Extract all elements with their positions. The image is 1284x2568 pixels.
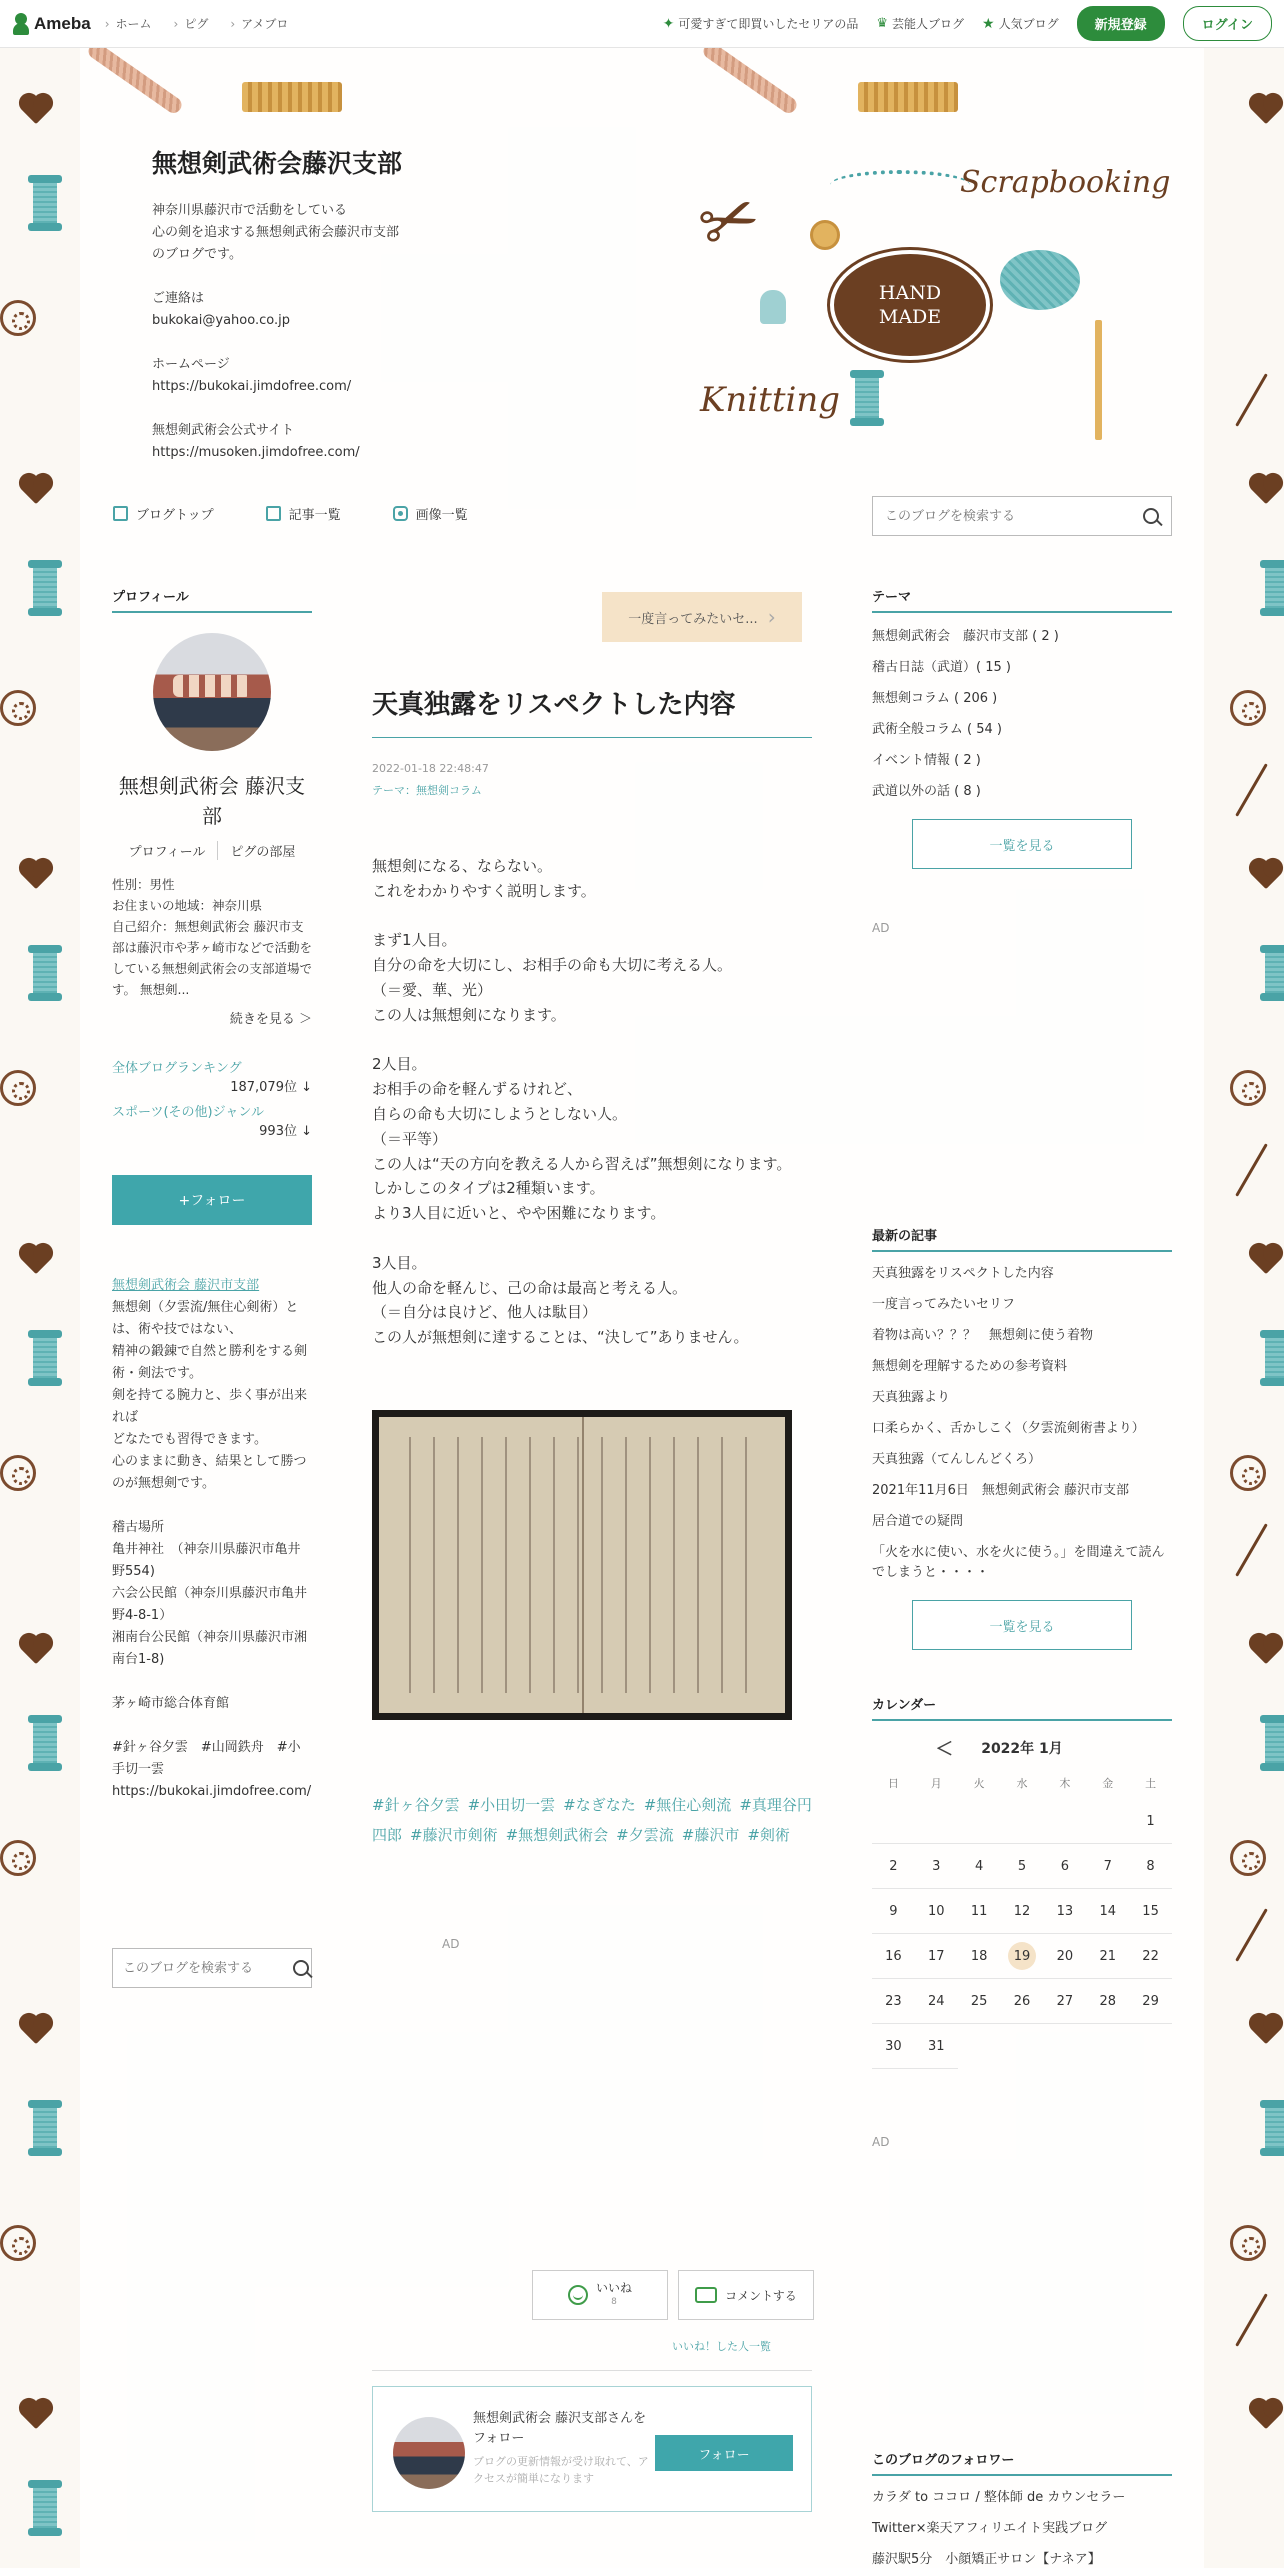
needle-icon <box>1235 763 1268 816</box>
blog-header <box>152 144 712 464</box>
ad-label: AD <box>872 921 890 935</box>
calendar-weekday: 月 <box>930 1777 942 1790</box>
calendar-day[interactable]: 15 <box>1129 1889 1172 1934</box>
overall-ranking-value: 187,079位 ↓ <box>230 1080 312 1095</box>
intro-link[interactable]: 無想剣武術会 藤沢市支部 <box>112 1278 260 1293</box>
blog-search-left <box>112 1948 312 1988</box>
header-illustration <box>687 110 1171 470</box>
thread-spool-icon <box>1260 1330 1284 1386</box>
sewing-button-icon <box>0 1455 36 1491</box>
thread-spool-icon <box>28 1330 62 1386</box>
follow-button[interactable]: +フォロー <box>112 1175 312 1225</box>
overall-ranking-link[interactable]: 全体ブログランキング <box>112 1061 242 1076</box>
hashtag[interactable]: #夕雲流 <box>616 1826 674 1844</box>
chevron-right-icon: › <box>767 605 776 629</box>
manuscript-page <box>379 1417 785 1713</box>
calendar-day[interactable]: 22 <box>1129 1934 1172 1979</box>
calendar-day[interactable]: 23 <box>872 1979 915 2024</box>
recent-item[interactable]: 口柔らかく、舌かしこく（夕雲流剣術書より） <box>872 1420 1145 1436</box>
hashtag[interactable]: #なぎなた <box>563 1796 636 1814</box>
hashtag[interactable]: #小田切一雲 <box>467 1796 556 1814</box>
intro-text: 無想剣（夕雲流/無住心剣術）とは、術や技ではない、 精神の鍛錬で自然と勝利をする剣術・剣法です。 剣を持てる腕力と、歩く事が出来れば どなたでも習得できます。 心のままに動き、結果として勝つのが無想剣です。 稽古場所 亀井神社 （神奈川県藤沢市亀井野554) 六会公民館（神奈川県藤沢市亀井野4-8-1） 湘南台公民館（神奈川県藤沢市湘南台1-8) 茅ヶ崎市総合体育館 #針ヶ谷夕雲 #山岡鉄舟 #小手切一雲 https://bukokai.jimdofree.com/ <box>112 1300 312 1799</box>
celebrity-blog-link[interactable]: ♛ 芸能人ブログ <box>876 16 965 31</box>
entry-body: 無想剣になる、ならない。 これをわかりやすく説明します。 まず1人目。 自分の命を大切にし、お相手の命も大切に考える人。 （＝愛、華、光） この人は無想剣になります。 2人目。 お相手の命を軽んずるけれど、 自らの命も大切にしようとしない人。 （＝平等） この人は“天の方向を教える人から習えば”無想剣になります。 しかしこのタイプは2種類います。 より3人目に近いと、やや困難になります。 3人目。 他人の命を軽んじ、己の命は最高と考える人。 （＝自分は良けど、他人は駄目） この人が無想剣に達することは、“決して”ありません。 <box>372 857 792 1347</box>
theme-item[interactable]: 無想剣武術会 藤沢市支部 ( 2 ) <box>872 629 1059 644</box>
yarn-ball-icon <box>1000 250 1080 310</box>
calendar-day[interactable]: 21 <box>1086 1934 1129 1979</box>
sewing-button-icon <box>1230 2225 1266 2261</box>
calendar-day[interactable]: 12 <box>1001 1889 1044 1934</box>
hashtag[interactable]: #針ヶ谷夕雲 <box>372 1796 460 1814</box>
heart-icon <box>22 861 50 889</box>
like-button[interactable]: いいね 8 <box>532 2270 668 2320</box>
calendar-day[interactable]: 6 <box>1043 1844 1086 1889</box>
profile-link[interactable]: プロフィール <box>128 845 206 860</box>
profile-more-link[interactable]: 続きを見る ＞ <box>229 1012 312 1027</box>
heart-icon <box>22 1246 50 1274</box>
follower-item[interactable]: 藤沢駅5分 小顔矯正サロン【ナネア】 <box>872 2552 1101 2567</box>
previous-entry-button[interactable]: 一度言ってみたいセ... › <box>602 592 802 642</box>
calendar-day[interactable]: 4 <box>958 1844 1001 1889</box>
calendar-month: 2022年 1月 <box>981 1741 1063 1757</box>
thread-spool-icon <box>850 370 884 426</box>
search-icon[interactable] <box>1143 508 1159 524</box>
global-nav <box>105 15 289 32</box>
scrapbooking-script: Scrapbooking <box>960 165 1171 200</box>
calendar-day[interactable]: 7 <box>1086 1844 1129 1889</box>
profile-sidebar <box>112 586 312 1803</box>
profile-name[interactable]: 無想剣武術会 藤沢支部 <box>118 774 306 828</box>
thread-spool-icon <box>28 560 62 616</box>
follow-card-name: 無想剣武術会 藤沢支部さんをフォロー <box>473 2411 647 2446</box>
right-sidebar <box>872 586 1172 2568</box>
search-input[interactable] <box>885 509 1143 524</box>
document-icon <box>113 506 128 521</box>
heart-icon <box>1252 96 1280 124</box>
calendar-empty-cell <box>1086 1799 1129 1844</box>
nav-home[interactable]: › ホーム <box>105 15 152 32</box>
thread-spool-icon <box>28 2100 62 2156</box>
divider <box>372 2370 812 2371</box>
heart-icon <box>22 476 50 504</box>
blog-nav <box>113 504 468 523</box>
followers-heading: このブログのフォロワー <box>872 2449 1172 2476</box>
needle-icon <box>1235 373 1268 426</box>
calendar-day[interactable]: 31 <box>915 2024 958 2069</box>
lace-trim-decoration <box>242 82 342 112</box>
liked-by-link[interactable]: いいね！した人一覧 <box>672 2340 771 2353</box>
needle-icon <box>1235 2293 1268 2346</box>
heart-icon <box>1252 2016 1280 2044</box>
heart-icon <box>1252 1636 1280 1664</box>
camera-icon <box>393 506 408 521</box>
calendar-weekday: 木 <box>1059 1777 1071 1790</box>
pigg-room-link[interactable]: ピグの部屋 <box>230 845 296 860</box>
calendar-today: 19 <box>1008 1942 1036 1970</box>
theme-item[interactable]: 武道以外の話 ( 8 ) <box>872 784 981 799</box>
handmade-badge: HAND MADE <box>830 250 990 360</box>
recent-item[interactable]: 天真独露（てんしんどくろ） <box>872 1451 1042 1467</box>
theme-item[interactable]: 稽古日誌（武道）( 15 ) <box>872 660 1011 675</box>
recent-heading: 最新の記事 <box>872 1225 1172 1252</box>
theme-item[interactable]: 無想剣コラム ( 206 ) <box>872 691 998 706</box>
lace-trim-decoration <box>858 82 958 112</box>
calendar-empty-cell <box>1001 1799 1044 1844</box>
calendar-day[interactable]: 9 <box>872 1889 915 1934</box>
genre-ranking-value: 993位 ↓ <box>259 1124 312 1139</box>
blog-description: 神奈川県藤沢市で活動をしている 心の剣を追求する無想剣武術会藤沢市支部 のブログです。 ご連絡は bukokai@yahoo.co.jp ホームページ https://bukokai.jimdofree.com/ 無想剣武術会公式サイト https://musoken.jimdofree.com/ <box>152 203 400 460</box>
hashtag[interactable]: #藤沢市剣術 <box>410 1826 498 1844</box>
recent-item[interactable]: 天真独露をリスペクトした内容 <box>872 1265 1054 1281</box>
profile-detail: 性別：男性 お住まいの地域：神奈川県 自己紹介：無想剣武術会 藤沢市支部は藤沢市や茅ヶ崎市などで活動をしている無想剣武術会の支部道場です。 無想剣... <box>112 877 313 997</box>
theme-item[interactable]: イベント情報 ( 2 ) <box>872 753 981 768</box>
calendar-day[interactable]: 16 <box>872 1934 915 1979</box>
beads-decoration <box>830 170 970 200</box>
sewing-button-icon <box>0 1840 36 1876</box>
needle-icon <box>1235 1908 1268 1961</box>
follow-card <box>372 2386 812 2512</box>
calendar-grid <box>872 1767 1172 2069</box>
calendar-day[interactable]: 17 <box>915 1934 958 1979</box>
heart-icon <box>22 1636 50 1664</box>
sewing-button-icon <box>0 300 36 336</box>
avatar[interactable] <box>393 2417 465 2489</box>
calendar-weekday: 火 <box>973 1777 985 1790</box>
calendar-day[interactable]: 11 <box>958 1889 1001 1934</box>
star-icon: ★ <box>982 15 995 32</box>
heart-icon <box>1252 861 1280 889</box>
calendar-weekday: 日 <box>887 1777 899 1790</box>
theme-item[interactable]: 武術全般コラム ( 54 ) <box>872 722 1002 737</box>
calendar-day[interactable]: 8 <box>1129 1844 1172 1889</box>
sewing-button-icon <box>0 1070 36 1106</box>
thread-spool-icon <box>28 175 62 231</box>
hashtag[interactable]: #無住心剣流 <box>643 1796 732 1814</box>
thimble-icon <box>760 290 786 324</box>
calendar-day[interactable]: 2 <box>872 1844 915 1889</box>
entry-list-link[interactable]: 記事一覧 <box>266 504 341 523</box>
calendar-day[interactable]: 26 <box>1001 1979 1044 2024</box>
recent-item[interactable]: 「火を水に使い、水を火に使う。」を間違えて読んでしまうと・・・・ <box>872 1544 1165 1580</box>
calendar-day[interactable]: 27 <box>1043 1979 1086 2024</box>
global-header <box>0 0 1284 48</box>
follower-list <box>872 2482 1172 2568</box>
recent-item[interactable]: 一度言ってみたいセリフ <box>872 1296 1016 1312</box>
heart-icon <box>22 2016 50 2044</box>
follow-card-button[interactable]: フォロー <box>655 2435 793 2471</box>
heart-icon <box>22 2401 50 2429</box>
genre-ranking-link[interactable]: スポーツ(その他)ジャンル <box>112 1105 265 1120</box>
divider <box>217 841 218 860</box>
smile-icon <box>568 2285 588 2305</box>
blog-title[interactable]: 無想剣武術会藤沢支部 <box>152 149 403 178</box>
comment-button[interactable]: コメントする <box>678 2270 814 2320</box>
calendar-day[interactable]: 20 <box>1043 1934 1086 1979</box>
recent-item[interactable]: 天真独露より <box>872 1389 951 1405</box>
profile-heading: プロフィール <box>112 586 312 613</box>
ad-label: AD <box>442 1937 460 1951</box>
blog-top-link[interactable]: ブログトップ <box>113 504 214 523</box>
calendar-day[interactable]: 28 <box>1086 1979 1129 2024</box>
hashtags <box>372 1790 812 1850</box>
entry-theme-link[interactable]: テーマ：無想剣コラム <box>372 784 482 797</box>
featured-link[interactable]: ✦ 可愛すぎて即買いしたセリアの品 <box>662 15 859 32</box>
calendar-header <box>872 1735 1172 1761</box>
hashtag[interactable]: #藤沢市 <box>681 1826 740 1844</box>
recent-item[interactable]: 着物は高い？？？ 無想剣に使う着物 <box>872 1327 1094 1343</box>
theme-more-button[interactable]: 一覧を見る <box>912 819 1132 869</box>
knitting-script: Knitting <box>700 380 841 420</box>
search-icon[interactable] <box>293 1960 309 1976</box>
avatar[interactable] <box>153 633 271 751</box>
pencil-icon <box>1095 320 1102 440</box>
recent-item[interactable]: 居合道での疑問 <box>872 1513 964 1529</box>
copy-icon <box>266 506 281 521</box>
heart-icon <box>1252 476 1280 504</box>
calendar-day[interactable]: 14 <box>1086 1889 1129 1934</box>
blog-search-top <box>872 496 1172 536</box>
calendar-day[interactable]: 3 <box>915 1844 958 1889</box>
previous-month-button[interactable]: ＜ <box>935 1739 954 1760</box>
sparkle-icon: ✦ <box>662 15 675 32</box>
hashtag[interactable]: #剣術 <box>747 1826 790 1844</box>
theme-heading: テーマ <box>872 586 1172 613</box>
scissors-icon: ✂ <box>687 172 771 270</box>
recent-more-button[interactable]: 一覧を見る <box>912 1600 1132 1650</box>
sewing-button-icon <box>0 2225 36 2261</box>
calendar-empty-cell <box>1043 1799 1086 1844</box>
calendar-day[interactable]: 1 <box>1129 1799 1172 1844</box>
calendar-day[interactable] <box>1001 1934 1044 1979</box>
thread-spool-icon <box>1260 2100 1284 2156</box>
entry-title[interactable]: 天真独露をリスペクトした内容 <box>372 684 812 738</box>
profile-links <box>112 841 312 860</box>
follow-card-note: ブログの更新情報が受け取れて、アクセスが簡単になります <box>473 2455 649 2485</box>
calendar-day[interactable]: 25 <box>958 1979 1001 2024</box>
thread-spool-icon <box>1260 945 1284 1001</box>
nav-pigg[interactable]: › ピグ <box>174 15 209 32</box>
calendar-day[interactable]: 29 <box>1129 1979 1172 2024</box>
calendar-day[interactable]: 5 <box>1001 1844 1044 1889</box>
ad-label: AD <box>872 2135 890 2149</box>
recent-item[interactable]: 無想剣を理解するための参考資料 <box>872 1358 1068 1374</box>
needle-icon <box>1235 1143 1268 1196</box>
heart-icon <box>1252 2401 1280 2429</box>
nav-ameblo[interactable]: › アメブロ <box>230 15 288 32</box>
calendar-empty-cell <box>915 1799 958 1844</box>
reaction-buttons <box>532 2270 814 2320</box>
calendar-day[interactable]: 18 <box>958 1934 1001 1979</box>
calendar-weekday: 土 <box>1145 1777 1157 1790</box>
sewing-button-icon <box>1230 1840 1266 1876</box>
calendar-heading: カレンダー <box>872 1694 1172 1721</box>
calendar-day[interactable]: 10 <box>915 1889 958 1934</box>
thread-spool-icon <box>28 2480 62 2536</box>
search-input[interactable] <box>123 1961 293 1976</box>
calendar-weekday: 水 <box>1016 1777 1028 1790</box>
theme-list <box>872 621 1172 807</box>
hashtag[interactable]: #無想剣武術会 <box>505 1826 609 1844</box>
calendar-empty-cell <box>958 1799 1001 1844</box>
thread-spool-icon <box>1260 1715 1284 1771</box>
entry-date: 2022-01-18 22:48:47 <box>372 762 489 775</box>
header-right <box>663 6 1272 41</box>
ameba-logo[interactable]: Ameba <box>12 13 91 35</box>
thread-spool-icon <box>28 1715 62 1771</box>
recent-list <box>872 1258 1172 1588</box>
register-button[interactable]: 新規登録 <box>1077 6 1165 41</box>
like-count: 8 <box>611 2297 617 2307</box>
entry-image-old-manuscript[interactable] <box>372 1410 792 1720</box>
calendar-day[interactable]: 30 <box>872 2024 915 2069</box>
crown-icon: ♛ <box>876 16 889 31</box>
calendar-weekday: 金 <box>1102 1777 1114 1790</box>
thread-spool-icon <box>28 945 62 1001</box>
popular-blog-link[interactable]: ★ 人気ブログ <box>982 15 1059 32</box>
wooden-button-decoration <box>810 220 840 250</box>
sewing-button-icon <box>1230 1455 1266 1491</box>
sewing-button-icon <box>1230 1070 1266 1106</box>
hashtag[interactable]: #真理谷円四郎 <box>372 1796 812 1844</box>
needle-icon <box>1235 1523 1268 1576</box>
follower-item[interactable]: Twitter×楽天アフィリエイト実践ブログ <box>872 2521 1108 2536</box>
image-list-link[interactable]: 画像一覧 <box>393 504 468 523</box>
free-area <box>112 1275 312 1803</box>
calendar-day[interactable]: 24 <box>915 1979 958 2024</box>
calendar-empty-cell <box>872 1799 915 1844</box>
comment-icon <box>695 2287 717 2303</box>
sewing-button-icon <box>1230 690 1266 726</box>
sewing-button-icon <box>0 690 36 726</box>
heart-icon <box>22 96 50 124</box>
heart-icon <box>1252 1246 1280 1274</box>
follower-item[interactable]: カラダ to ココロ / 整体師 de カウンセラー <box>872 2490 1126 2505</box>
calendar-day[interactable]: 13 <box>1043 1889 1086 1934</box>
login-button[interactable]: ログイン <box>1183 6 1272 41</box>
thread-spool-icon <box>1260 560 1284 616</box>
ameba-mascot-icon <box>12 13 30 35</box>
entry-meta <box>372 758 489 802</box>
recent-item[interactable]: 2021年11月6日 無想剣武術会 藤沢市支部 <box>872 1482 1130 1498</box>
